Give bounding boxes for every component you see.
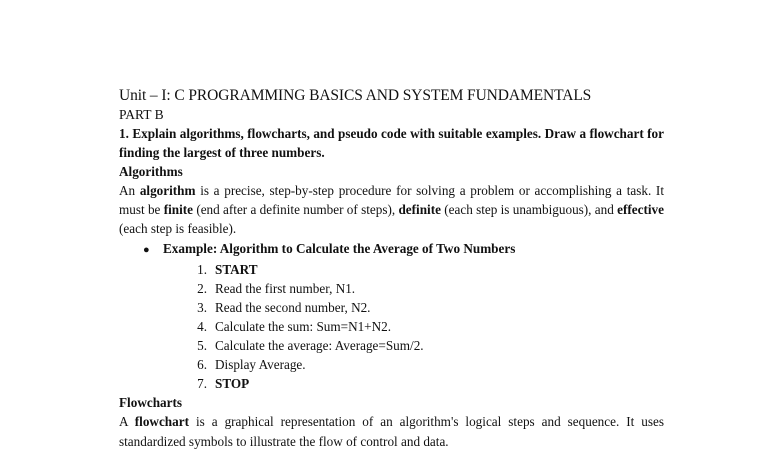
text-run: An [119,183,140,199]
flowcharts-paragraph [119,412,664,450]
list-item [183,317,664,336]
text-run: A [119,414,135,430]
step-text: Calculate the average: Average=Sum/2. [215,338,424,354]
text-run: (end after a definite number of steps), [193,202,399,218]
term-algorithm: algorithm [139,183,196,199]
term-definite: definite [398,202,441,218]
example-bullet-text: Example: Algorithm to Calculate the Average of Two Numbers [163,240,516,256]
algorithm-steps-list [119,260,664,394]
list-item [183,374,664,393]
list-item [183,336,664,355]
step-number: 2. [197,280,207,296]
algorithms-heading: Algorithms [119,164,183,180]
step-number: 3. [197,299,207,315]
step-number: 6. [197,357,207,373]
part-label: PART B [119,107,164,122]
step-text: Read the second number, N2. [215,299,371,315]
algorithms-paragraph [119,181,664,238]
unit-title: Unit – I: C PROGRAMMING BASICS AND SYSTEM FUNDAMENTALS [119,87,592,104]
text-run: is a graphical representation of an algorithm's logical steps and sequence. It uses standardized symbols to illustrate the flow of control and data. [119,414,665,449]
step-text: Calculate the sum: Sum=N1+N2. [215,318,392,334]
step-text: Display Average. [215,357,306,373]
step-number: 4. [197,318,207,334]
step-text: STOP [215,376,250,392]
text-run: (each step is feasible). [119,221,237,237]
document-content [119,86,664,451]
list-item [183,355,664,374]
term-flowchart: flowchart [134,414,189,430]
bullet-icon: ● [143,243,150,256]
list-item [183,298,664,317]
step-text: Read the first number, N1. [215,280,356,296]
text-run: (each step is unambiguous), and [440,202,618,218]
term-effective: effective [617,202,664,218]
question-text: 1. Explain algorithms, flowcharts, and pseudo code with suitable examples. Draw a flowchart for finding the largest of three numbers. [119,126,664,161]
list-item [183,279,664,298]
step-number: 5. [197,338,207,354]
step-number: 7. [197,376,207,392]
example-bullet [119,239,664,260]
text-run: is a precise, step-by-step procedure for solving a problem or accomplishing a task. It must be [119,183,664,218]
step-number: 1. [197,261,207,277]
list-item [183,260,664,279]
flowcharts-heading: Flowcharts [119,395,182,411]
step-text: START [215,261,258,277]
term-finite: finite [163,202,194,218]
